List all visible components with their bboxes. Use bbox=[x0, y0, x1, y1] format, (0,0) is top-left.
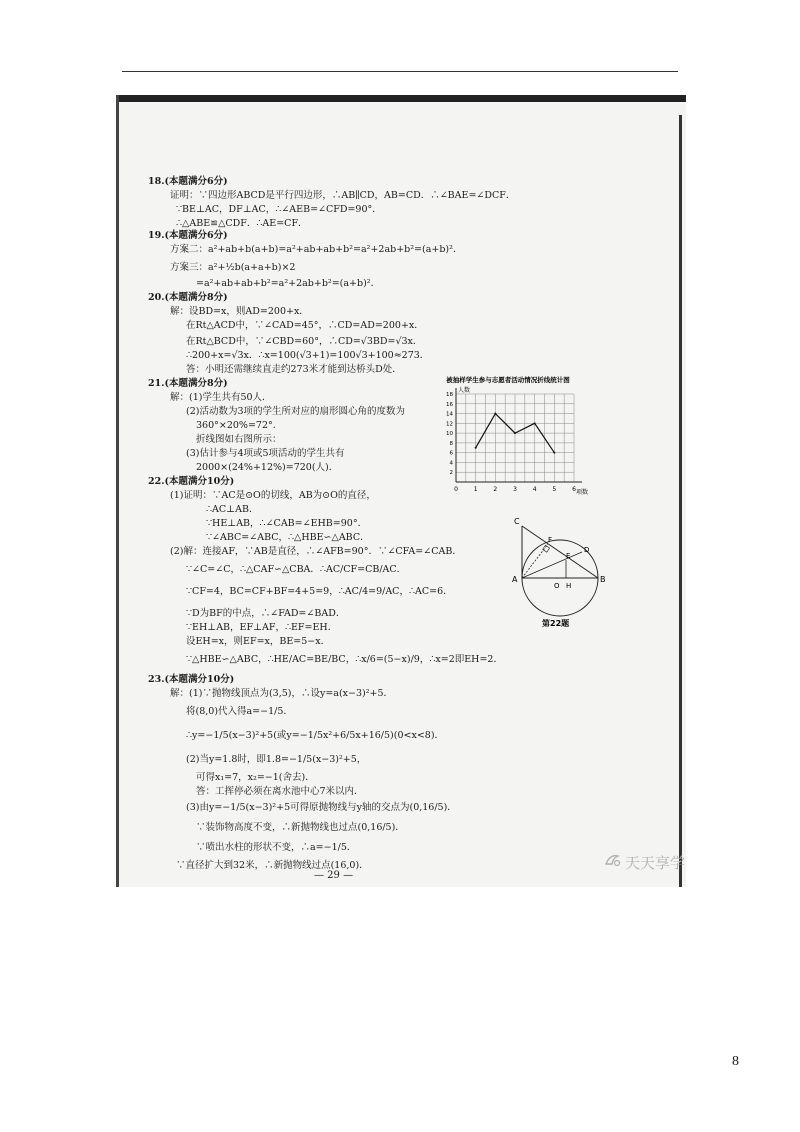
answer-line: ∵HE⊥AB，∴∠CAB=∠EHB=90°． bbox=[206, 518, 368, 529]
y-tick-label: 8 bbox=[449, 440, 453, 447]
question-heading: 23.(本题满分10分) bbox=[148, 674, 235, 685]
watermark-text: 天天享学 bbox=[625, 854, 686, 872]
scan-right-border bbox=[679, 115, 682, 887]
answer-line: 答：工挥停必须在离水池中心7米以内． bbox=[196, 786, 364, 797]
y-tick-label: 10 bbox=[446, 431, 453, 438]
question-heading: 20.(本题满分8分) bbox=[148, 292, 228, 303]
answer-line: ∵直径扩大到32米，∴新抛物线过点(16,0)． bbox=[176, 860, 369, 871]
answer-line: (2)活动数为3项的学生所对应的扇形圆心角的度数为 bbox=[186, 406, 406, 417]
data-point bbox=[553, 452, 555, 454]
answer-line: ∵△HBE∽△ABC，∴HE/AC=BE/BC，∴x/6=(5−x)/9，∴x=2即EH=2． bbox=[186, 654, 503, 665]
answer-line: 答：小明还需继续直走约273米才能到达桥头D处． bbox=[186, 364, 402, 375]
answer-line: ∵BE⊥AC，DF⊥AC，∴∠AEB=∠CFD=90°． bbox=[176, 204, 382, 215]
answer-line: (3)由y=−1/5(x−3)²+5可得原抛物线与y轴的交点为(0,16/5)． bbox=[186, 802, 457, 813]
label-f: F bbox=[548, 536, 553, 544]
chart-grid bbox=[456, 388, 582, 482]
watermark-logo-icon bbox=[604, 852, 622, 868]
answer-line: 在Rt△BCD中，∵∠CBD=60°，∴CD=√3BD=√3x． bbox=[186, 336, 423, 347]
data-point bbox=[494, 413, 496, 415]
label-a: A bbox=[512, 575, 518, 584]
answer-line: ∵CF=4，BC=CF+BF=4+5=9，∴AC/4=9/AC，∴AC=6． bbox=[186, 586, 453, 597]
scan-left-border bbox=[116, 95, 119, 887]
y-tick-label: 18 bbox=[446, 392, 453, 398]
answer-line: ∴△ABE≌△CDF．∴AE=CF． bbox=[176, 218, 308, 229]
y-tick-label: 6 bbox=[449, 450, 453, 457]
answer-line: ∵喷出水柱的形状不变，∴a=−1/5． bbox=[196, 842, 357, 853]
y-tick-label: 12 bbox=[446, 421, 453, 428]
x-tick-label: 0 bbox=[454, 486, 458, 493]
geometry-figure bbox=[508, 512, 608, 630]
answer-line: ∵D为BF的中点，∴∠FAD=∠BAD． bbox=[186, 608, 346, 619]
answer-line: ∴AC⊥AB． bbox=[206, 504, 259, 515]
answer-line: ∵装饰物高度不变，∴新抛物线也过点(0,16/5)． bbox=[196, 822, 405, 833]
x-tick-label: 6 bbox=[572, 486, 576, 493]
line-ad bbox=[522, 552, 582, 578]
answer-line: 解：设BD=x，则AD=200+x． bbox=[170, 306, 309, 317]
answer-line: 可得x₁=7，x₂=−1(舍去)． bbox=[196, 772, 315, 783]
y-tick-label: 2 bbox=[449, 470, 453, 477]
answer-line: 折线图如右图所示： bbox=[196, 434, 282, 445]
label-o: O bbox=[554, 582, 560, 590]
label-b: B bbox=[600, 575, 606, 584]
answer-line: 解：(1)学生共有50人． bbox=[170, 392, 272, 403]
data-point bbox=[534, 422, 536, 424]
chart-title: 被抽样学生参与志愿者活动情况折线统计图 bbox=[446, 376, 570, 384]
x-tick-label: 2 bbox=[493, 486, 498, 493]
answer-line: 方案二：a²+ab+b(a+b)=a²+ab+ab+b²=a²+2ab+b²=(a+b)²． bbox=[170, 244, 463, 255]
answer-line: ∵EH⊥AB，EF⊥AF，∴EF=EH． bbox=[186, 622, 338, 633]
x-tick-label: 4 bbox=[532, 486, 537, 493]
y-tick-label: 14 bbox=[446, 411, 453, 418]
y-tick-label: 16 bbox=[446, 401, 453, 408]
x-tick-label: 1 bbox=[473, 486, 478, 493]
question-heading: 22.(本题满分10分) bbox=[148, 476, 235, 487]
question-heading: 21.(本题满分8分) bbox=[148, 378, 228, 389]
line-chart bbox=[428, 372, 590, 502]
answer-line: 设EH=x，则EF=x，BE=5−x． bbox=[186, 636, 331, 647]
chart-ylabel: 人数 bbox=[458, 387, 471, 394]
label-d: D bbox=[584, 546, 590, 554]
answer-line: 方案三：a²+½b(a+a+b)×2 bbox=[170, 262, 296, 273]
answer-line: 将(8,0)代入得a=−1/5． bbox=[186, 706, 293, 717]
label-c: C bbox=[514, 517, 520, 526]
answer-line: ∵∠C=∠C，∴△CAF∽△CBA．∴AC/CF=CB/AC． bbox=[186, 564, 407, 575]
chart-ticks bbox=[446, 392, 576, 493]
figure-caption: 第22题 bbox=[542, 619, 570, 628]
answer-line: =a²+ab+ab+b²=a²+2ab+b²=(a+b)²． bbox=[196, 278, 381, 289]
answer-line: ∴y=−1/5(x−3)²+5(或y=−1/5x²+6/5x+16/5)(0<x<8)． bbox=[186, 730, 445, 741]
answer-line: 在Rt△ACD中，∵∠CAD=45°，∴CD=AD=200+x． bbox=[186, 320, 424, 331]
answer-line: (3)估计参与4项或5项活动的学生共有 bbox=[186, 448, 345, 459]
answer-line: 2000×(24%+12%)=720(人)． bbox=[196, 462, 339, 473]
answer-line: (2)当y=1.8时，即1.8=−1/5(x−3)²+5， bbox=[186, 754, 367, 765]
answer-line: ∵∠ABC=∠ABC，∴△HBE∽△ABC． bbox=[206, 532, 370, 543]
data-point bbox=[475, 447, 477, 449]
page-number: 8 bbox=[732, 1054, 739, 1069]
question-heading: 18.(本题满分6分) bbox=[148, 176, 228, 187]
answer-line: 证明：∵四边形ABCD是平行四边形，∴AB∥CD，AB=CD．∴∠BAE=∠DCF． bbox=[170, 190, 516, 201]
chart-xlabel: 项数 bbox=[576, 489, 589, 496]
header-rule bbox=[122, 71, 678, 72]
answer-line: ∴200+x=√3x．∴x=100(√3+1)=100√3+100≈273． bbox=[186, 350, 430, 361]
label-e: E bbox=[566, 552, 571, 560]
answer-line: (2)解：连接AF，∵AB是直径，∴∠AFB=90°．∵∠CFA=∠CAB． bbox=[170, 546, 462, 557]
answer-line: (1)证明：∵AC是⊙O的切线，AB为⊙O的直径， bbox=[170, 490, 376, 501]
answer-line: 解：(1)∵抛物线顶点为(3,5)，∴设y=a(x−3)²+5． bbox=[170, 688, 394, 699]
label-h: H bbox=[566, 582, 572, 590]
scan-top-border bbox=[116, 95, 686, 102]
question-heading: 19.(本题满分6分) bbox=[148, 230, 228, 241]
scan-page-number: — 29 — bbox=[314, 870, 354, 881]
x-tick-label: 5 bbox=[552, 486, 557, 493]
answer-line: 360°×20%=72°． bbox=[196, 420, 283, 431]
data-point bbox=[514, 432, 516, 434]
x-tick-label: 3 bbox=[513, 486, 517, 493]
y-tick-label: 4 bbox=[449, 460, 453, 467]
